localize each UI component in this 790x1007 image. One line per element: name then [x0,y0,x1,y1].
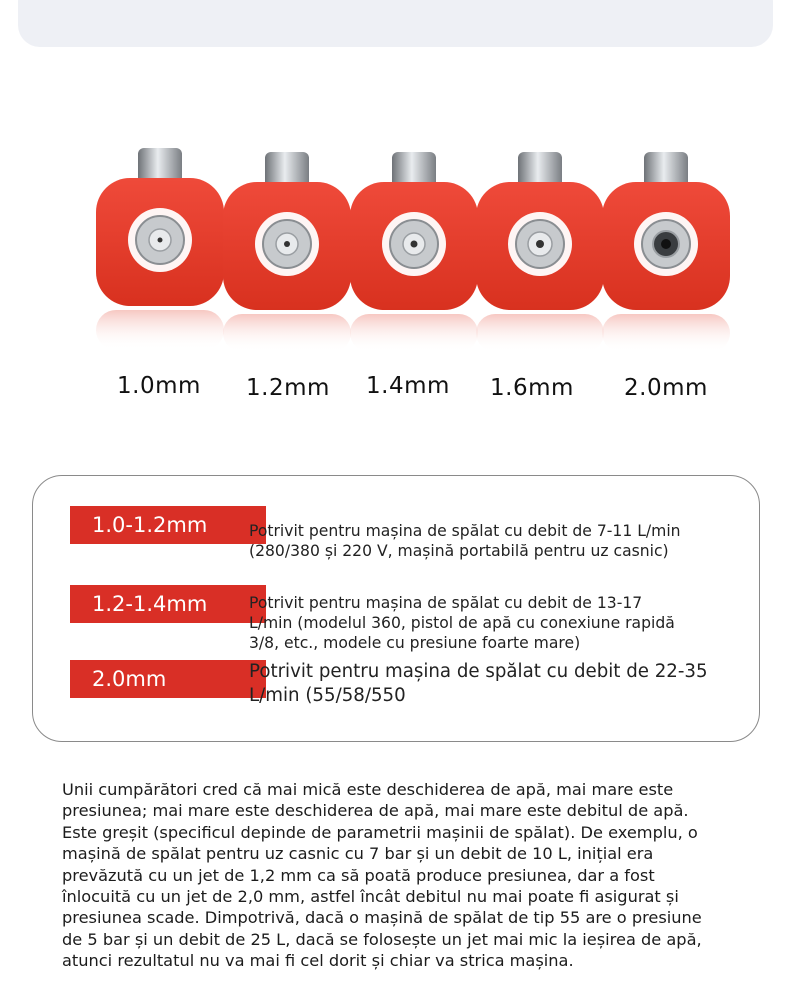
paragraph-line-2: presiunea; mai mare este deschiderea de apă, mai mare este debitul de apă. [62,801,689,821]
nozzle-image-5 [600,148,732,352]
spec-tag-1: 1.0-1.2mm [70,506,266,544]
nozzle-size-label-2: 1.2mm [246,375,330,401]
spec-desc-2-line-2: L/min (modelul 360, pistol de apă cu conexiune rapidă [249,614,675,632]
top-banner-bar [18,0,773,47]
nozzle-image-4 [474,148,606,352]
spec-desc-3 [249,660,739,708]
paragraph-line-7: presiunea scade. Dimpotrivă, dacă o mașină de spălat de tip 55 are o presiune [62,908,702,928]
nozzle-image-3 [348,148,480,352]
spec-desc-2 [249,593,719,653]
paragraph-line-5: prevăzută cu un jet de 1,2 mm ca să poată produce presiunea, dar a fost [62,865,655,885]
nozzle-image-1 [94,140,226,350]
spec-desc-2-line-1: Potrivit pentru mașina de spălat cu debit de 13-17 [249,594,643,612]
spec-desc-1-line-1: Potrivit pentru mașina de spălat cu debit de 7-11 L/min [249,522,681,540]
nozzle-size-label-3: 1.4mm [366,373,450,399]
spec-desc-3-line-1: Potrivit pentru mașina de spălat cu debit de 22-35 [249,661,708,682]
paragraph-line-3: Este greșit (specificul depinde de parametrii mașinii de spălat). De exemplu, o [62,822,698,842]
nozzle-image-2 [221,148,353,352]
paragraph-line-9: atunci rezultatul nu va mai fi cel dorit și chiar va strica mașina. [62,951,574,971]
paragraph-line-4: mașină de spălat pentru uz casnic cu 7 bar și un debit de 10 L, inițial era [62,844,654,864]
spec-desc-1 [249,521,719,561]
nozzle-size-label-4: 1.6mm [490,375,574,401]
paragraph-line-1: Unii cumpărători cred că mai mică este deschiderea de apă, mai mare este [62,780,674,799]
spec-tag-3: 2.0mm [70,660,266,698]
spec-tag-2: 1.2-1.4mm [70,585,266,623]
spec-desc-1-line-2: (280/380 și 220 V, mașină portabilă pentru uz casnic) [249,542,669,560]
nozzle-size-label-5: 2.0mm [624,375,708,401]
paragraph-line-8: de 5 bar și un debit de 25 L, dacă se folosește un jet mai mic la ieșirea de apă, [62,929,702,949]
nozzle-size-label-1: 1.0mm [117,373,201,399]
spec-desc-2-line-3: 3/8, etc., modele cu presiune foarte mare) [249,634,581,652]
spec-table-box [32,475,760,742]
explanation-paragraph [62,779,730,972]
paragraph-line-6: înlocuită cu un jet de 2,0 mm, astfel încât debitul nu mai poate fi asigurat și [62,887,679,907]
spec-desc-3-line-2: L/min (55/58/550 [249,685,406,706]
